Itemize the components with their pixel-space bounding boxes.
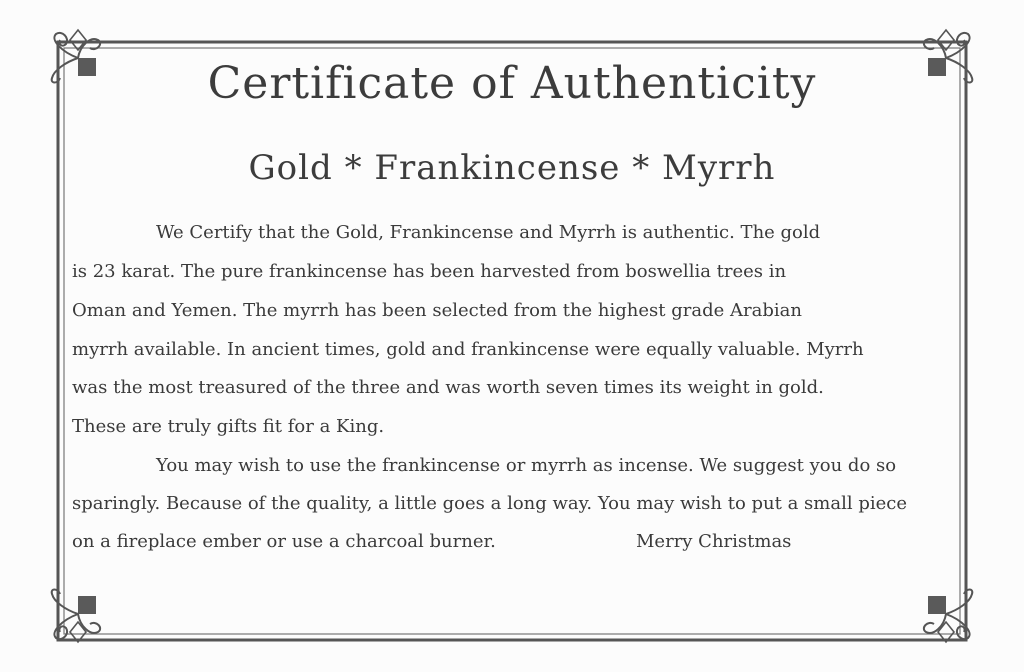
body-line: Oman and Yemen. The myrrh has been selected from the highest grade Arabian xyxy=(72,300,802,321)
body-line: These are truly gifts fit for a King. xyxy=(72,416,385,437)
closing-greeting: Merry Christmas xyxy=(636,531,792,552)
body-line: sparingly. Because of the quality, a little goes a long way. You may wish to put a small piece xyxy=(72,493,907,514)
certificate-title: Certificate of Authenticity xyxy=(207,58,817,109)
body-line: was the most treasured of the three and was worth seven times its weight in gold. xyxy=(72,377,824,398)
body-line: You may wish to use the frankincense or myrrh as incense. We suggest you do so xyxy=(156,455,897,476)
body-line: We Certify that the Gold, Frankincense and Myrrh is authentic. The gold xyxy=(156,222,821,243)
body-line: on a fireplace ember or use a charcoal burner. xyxy=(72,531,496,552)
body-line: is 23 karat. The pure frankincense has been harvested from boswellia trees in xyxy=(72,261,787,282)
body-line: myrrh available. In ancient times, gold and frankincense were equally valuable. Myrrh xyxy=(72,339,864,360)
certificate-subtitle: Gold * Frankincense * Myrrh xyxy=(248,148,776,188)
